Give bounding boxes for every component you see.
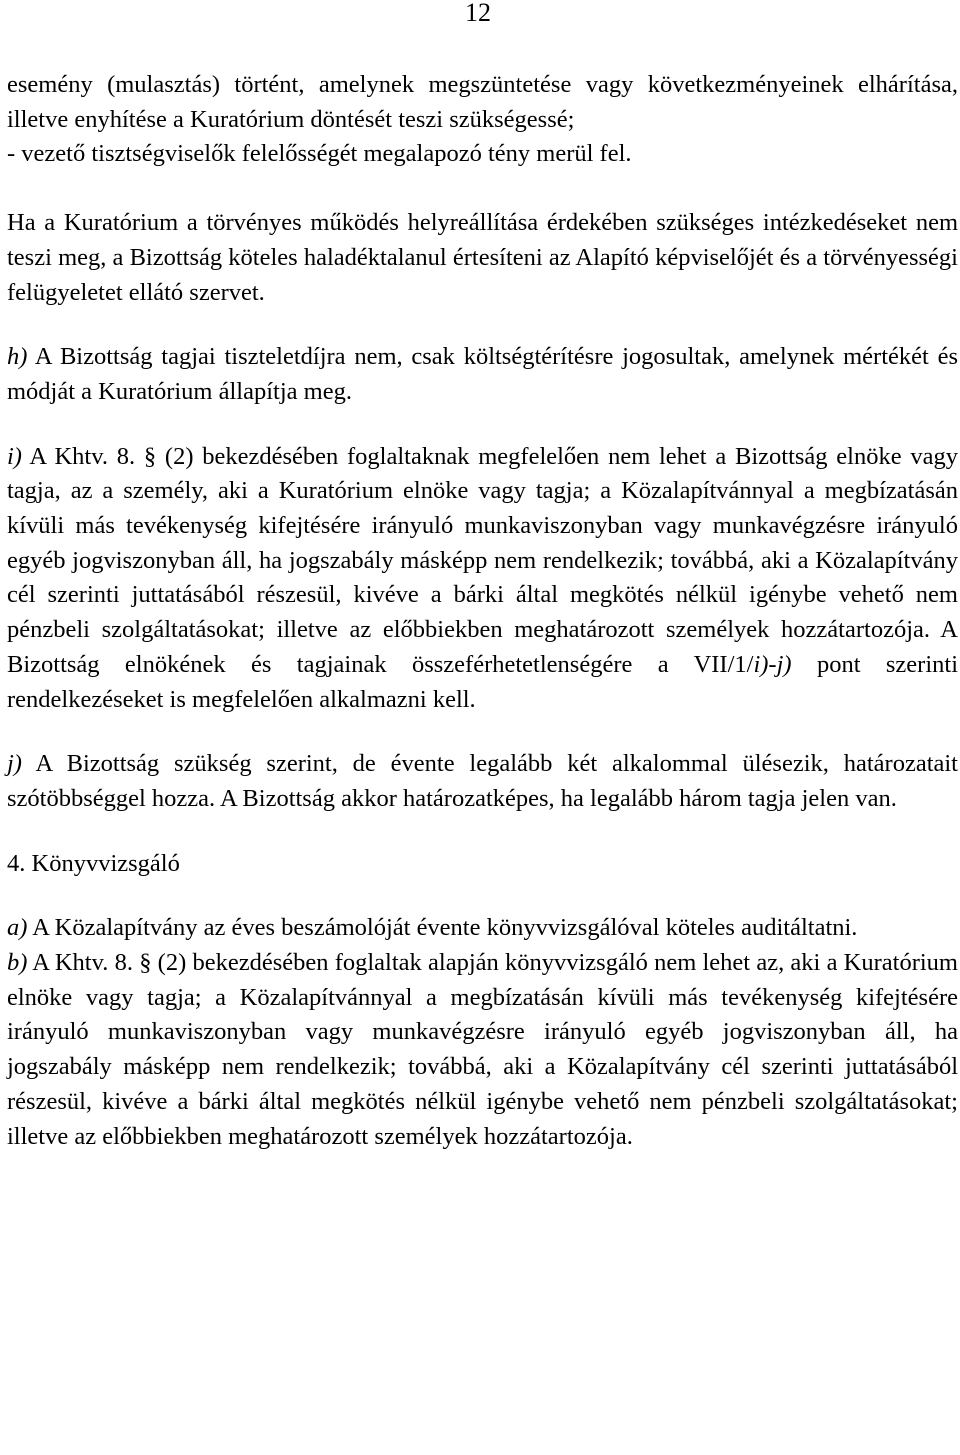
- paragraph-j: [7, 747, 958, 816]
- item-letter-i: i): [7, 442, 22, 470]
- page-number: 12: [465, 0, 491, 27]
- paragraph-continuation: [7, 68, 958, 172]
- paragraph-j-text: A Bizottság szükség szerint, de évente legalább két alkalommal ülésezik, határozatait szótöbbséggel hozza. A Bizottság akkor határozatképes, ha legalább három tagja jelen van.: [7, 750, 958, 812]
- paragraph-h-text: A Bizottság tagjai tiszteletdíjra nem, csak költségtérítésre jogosultak, amelynek mértékét és módját a Kuratórium állapítja meg.: [7, 343, 958, 405]
- paragraph-kuratorium-action: Ha a Kuratórium a törvényes működés helyreállítása érdekében szükséges intézkedéseket nem teszi meg, a Bizottság köteles haladéktalanul értesíteni az Alapító képviselőjét és a törvényességi felügyeletet ellátó szervet.: [7, 209, 958, 306]
- paragraph-b-text: A Khtv. 8. § (2) bekezdésében foglaltak alapján könyvvizsgáló nem lehet az, aki a Kuratórium elnöke vagy tagja; a Közalapítvánnyal a megbízatásán kívüli más tevékenység kifejtésére irányuló munkaviszonyban vagy munkavégzésre irányuló egyéb jogviszonyban áll, ha jogszabály másképp nem rendelkezik; továbbá, aki a Közalapítvány cél szerinti juttatásából részesül, kivéve a bárki által megkötés nélkül igénybe vehető nem pénzbeli szolgáltatásokat; illetve az előbbiekben meghatározott személyek hozzátartozója.: [7, 949, 958, 1150]
- paragraph-a-text: A Közalapítvány az éves beszámolóját évente könyvvizsgálóval köteles auditáltatni.: [27, 914, 858, 942]
- paragraph-b: [7, 946, 958, 1154]
- paragraph-i: [7, 440, 958, 718]
- paragraph-a: [7, 911, 958, 946]
- section-heading: 4. Könyvvizsgáló: [7, 849, 180, 877]
- item-letter-b: b): [7, 949, 28, 977]
- item-letter-j: j): [7, 750, 22, 778]
- paragraph-i-text-a: A Khtv. 8. § (2) bekezdésében foglaltaknak megfelelően nem lehet a Bizottság elnöke vagy tagja, az a személy, aki a Kuratórium elnöke vagy tagja; a Közalapítvánnyal a megbízatásán kívüli más tevékenység kifejtésére irányuló munkaviszonyban vagy munkavégzésre irányuló egyéb jogviszonyban áll, ha jogszabály másképp nem rendelkezik; továbbá, aki a Közalapítvány cél szerinti juttatásából részesül, kivéve a bárki által megkötés nélkül igénybe vehető nem pénzbeli szolgáltatásokat; illetve az előbbiekben meghatározott személyek hozzátartozója. A Bizottság elnökének és tagjainak összeférhetetlenségére a VII/1/: [7, 442, 958, 678]
- item-letter-h: h): [7, 343, 28, 371]
- continuation-text: esemény (mulasztás) történt, amelynek megszüntetése vagy következményeinek elhárítása, illetve enyhítése a Kuratórium döntését teszi szükségessé;: [7, 71, 958, 133]
- item-letter-a: a): [7, 914, 28, 942]
- paragraph-i-text-b: pont szerinti rendelkezéseket is megfelelően alkalmazni kell.: [7, 650, 958, 713]
- paragraph-i-italic-ref: i)-j): [753, 650, 792, 678]
- paragraph-h: [7, 340, 958, 409]
- list-item-dash: - vezető tisztségviselők felelősségét megalapozó tény merül fel.: [7, 140, 632, 168]
- document-body: [7, 68, 958, 1154]
